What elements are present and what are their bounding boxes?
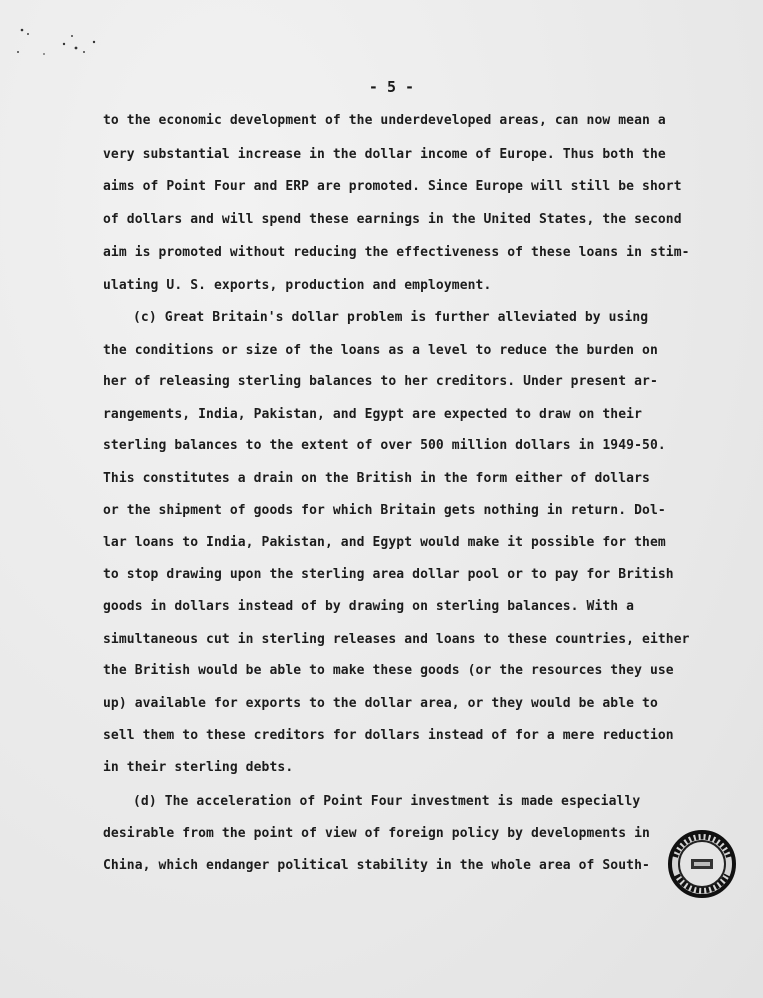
text-line: lar loans to India, Pakistan, and Egypt would make it possible for them [103, 535, 666, 550]
page-number: - 5 - [368, 78, 415, 96]
text-line: rangements, India, Pakistan, and Egypt are expected to draw on their [103, 407, 643, 422]
paragraph-d-start: (d) The acceleration of Point Four investment is made especially [133, 794, 641, 809]
text-line: in their sterling debts. [103, 760, 294, 775]
text-line: her of releasing sterling balances to her creditors. Under present ar- [103, 374, 658, 389]
text-line: the British would be able to make these goods (or the resources they use [103, 663, 674, 678]
paragraph-c-start: (c) Great Britain's dollar problem is further alleviated by using [133, 310, 649, 325]
text-line: sell them to these creditors for dollars instead of for a mere reduction [103, 728, 674, 743]
text-line: to stop drawing upon the sterling area dollar pool or to pay for British [103, 567, 674, 582]
text-line: This constitutes a drain on the British in the form either of dollars [103, 471, 650, 486]
text-line: up) available for exports to the dollar area, or they would be able to [103, 696, 658, 711]
text-line: simultaneous cut in sterling releases and loans to these countries, either [103, 632, 690, 647]
text-line: of dollars and will spend these earnings in the United States, the second [103, 212, 682, 227]
text-line: very substantial increase in the dollar income of Europe. Thus both the [103, 147, 666, 162]
text-line: ulating U. S. exports, production and employment. [103, 278, 492, 293]
text-line: or the shipment of goods for which Britain gets nothing in return. Dol- [103, 503, 666, 518]
scan-speckles [14, 12, 134, 82]
text-line: desirable from the point of view of foreign policy by developments in [103, 826, 650, 841]
text-line: the conditions or size of the loans as a level to reduce the burden on [103, 343, 658, 358]
text-line: aims of Point Four and ERP are promoted. Since Europe will still be short [103, 179, 682, 194]
text-line: sterling balances to the extent of over 500 million dollars in 1949-50. [103, 438, 666, 453]
text-line: China, which endanger political stability in the whole area of South- [103, 858, 650, 873]
text-line: goods in dollars instead of by drawing on sterling balances. With a [103, 599, 635, 614]
archive-stamp-icon [667, 829, 737, 899]
text-line: to the economic development of the underdeveloped areas, can now mean a [103, 113, 666, 128]
text-line: aim is promoted without reducing the effectiveness of these loans in stim- [103, 245, 690, 260]
